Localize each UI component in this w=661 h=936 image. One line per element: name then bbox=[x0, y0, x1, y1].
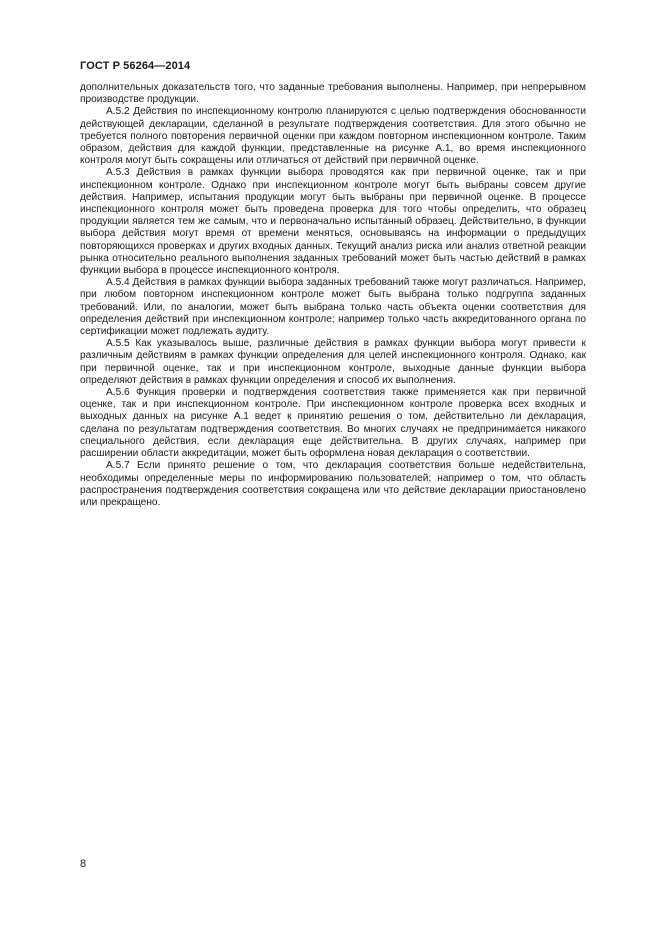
document-header: ГОСТ Р 56264—2014 bbox=[80, 60, 191, 72]
paragraph-continuation: дополнительных доказательств того, что заданные требования выполнены. Например, при непрерывном производстве продукции. bbox=[80, 82, 586, 106]
paragraph-a-5-2: А.5.2 Действия по инспекционному контролю планируются с целью подтверждения обоснованности действующей декларации, сделанной в результате подтверждения соответствия. Для этого обычно не требуется полного повторения первичной оценки при каждом повторном инспекционном контроле. Таким образом, действия для каждой функции, представленные на рисунке А.1, во время инспекционного контроля могут быть сокращены или отличаться от действий при первичной оценке. bbox=[80, 106, 586, 167]
paragraph-a-5-5: А.5.5 Как указывалось выше, различные действия в рамках функции выбора могут привести к различным действиям в рамках функции определения для целей инспекционного контроля. Однако, как при первичной оценке, так и при инспекционном контроле, выходные данные функции выбора определяют действия в рамках функции определения и способ их выполнения. bbox=[80, 338, 586, 386]
document-body bbox=[80, 82, 586, 509]
paragraph-a-5-4: А.5.4 Действия в рамках функции выбора заданных требований также могут различаться. Например, при любом повторном инспекционном контроле может быть выбрана только подгруппа заданных требований. Или, по аналогии, может быть выбрана только часть объекта оценки соответствия для определения действий при инспекционном контроле; например только часть аккредитованного органа по сертификации может подлежать аудиту. bbox=[80, 277, 586, 338]
paragraph-a-5-6: А.5.6 Функция проверки и подтверждения соответствия также применяется как при первичной оценке, так и при инспекционном контроле. При инспекционном контроле проверка всех входных и выходных данных на рисунке А.1 ведет к принятию решения о том, действительно ли декларация, сделана по результатам подтверждения соответствия. Во многих случаях не предпринимается никакого специального действия, если декларация еще действительна. В других случаях, например при расширении области аккредитации, может быть оформлена новая декларация о соответствии. bbox=[80, 387, 586, 460]
paragraph-a-5-7: А.5.7 Если принято решение о том, что декларация соответствия больше недействительна, необходимы определенные меры по информированию пользователей; например о том, что область распространения подтверждения соответствия сокращена или что действие декларации приостановлено или прекращено. bbox=[80, 460, 586, 508]
page-number: 8 bbox=[80, 858, 87, 870]
paragraph-a-5-3: А.5.3 Действия в рамках функции выбора проводятся как при первичной оценке, так и при инспекционном контроле. Однако при инспекционном контроле могут быть выбраны совсем другие действия. Например, испытания продукции могут быть выбраны при первичной оценке. В процессе инспекционного контроля может быть проведена проверка для того чтобы определить, что образец продукции является тем же самым, что и первоначально испытанный образец. Действительно, в функции выбора действия могут время от времени меняться, основываясь на информации о предыдущих повторяющихся проверках и других входных данных. Текущий анализ риска или анализ ответной реакции рынка относительно реального выполнения заданных требований может быть частью действий в рамках функции выбора в процессе инспекционного контроля. bbox=[80, 167, 586, 277]
